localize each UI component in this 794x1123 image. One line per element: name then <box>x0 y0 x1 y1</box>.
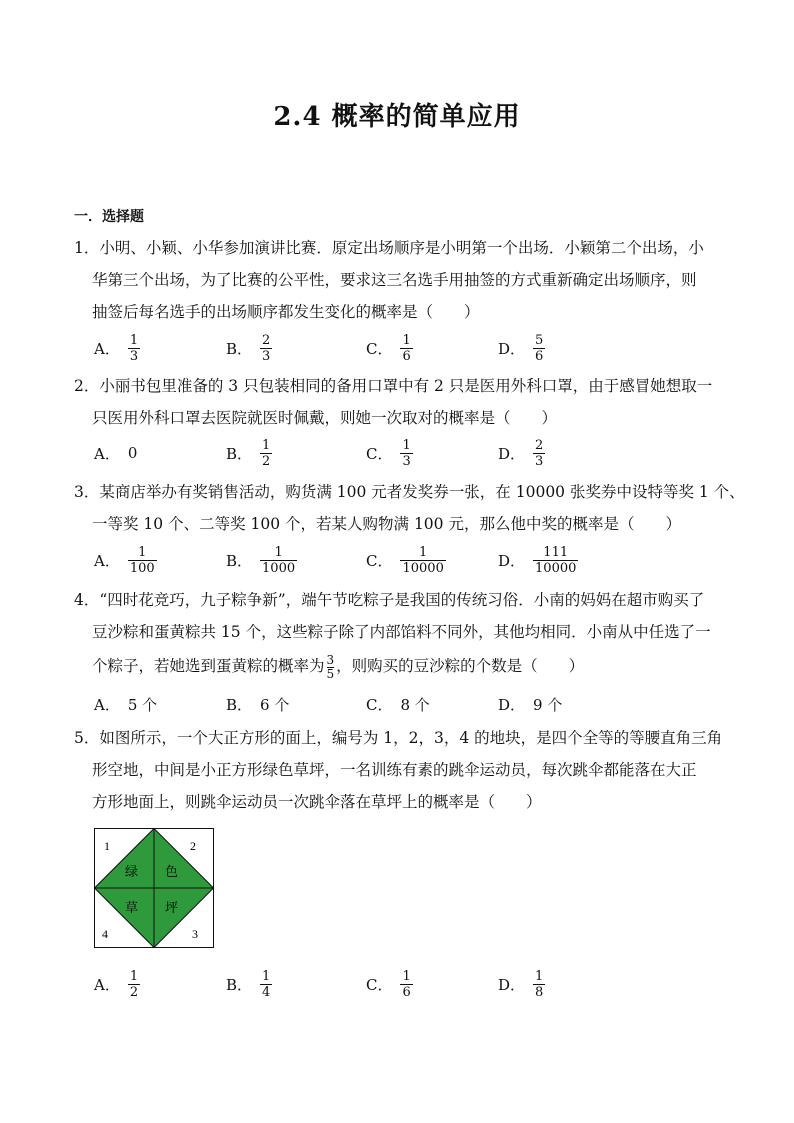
option-label: C． <box>366 444 393 463</box>
fraction <box>400 438 412 469</box>
option-label: D． <box>498 695 526 714</box>
option-value: 0 <box>127 444 138 462</box>
question-4-line-2: 豆沙粽和蛋黄粽共 15 个，这些粽子除了内部馅料不同外，其他均相同．小南从中任选了一 <box>92 623 711 641</box>
fraction <box>400 969 412 1000</box>
numerator: 1 <box>138 544 147 560</box>
option-label: A． <box>94 444 120 463</box>
denominator: 8 <box>535 984 544 1000</box>
q5-option-d[interactable] <box>498 964 545 1004</box>
numerator: 1 <box>419 544 428 560</box>
numerator: 2 <box>535 437 544 453</box>
q4-option-b[interactable] <box>226 684 289 724</box>
corner-label-4: 4 <box>102 927 108 941</box>
fraction <box>128 333 140 364</box>
option-label: C． <box>366 339 393 358</box>
q1-option-b[interactable] <box>226 328 272 368</box>
question-5-line-3: 方形地面上，则跳伞运动员一次跳伞落在草坪上的概率是（ ） <box>92 793 542 811</box>
q1-option-d[interactable] <box>498 328 545 368</box>
option-label: C． <box>366 975 393 994</box>
denominator: 6 <box>402 984 411 1000</box>
question-2 <box>74 370 726 434</box>
option-value: 8 个 <box>400 695 430 714</box>
option-label: C． <box>366 551 393 570</box>
denominator: 3 <box>402 453 411 469</box>
denominator: 2 <box>262 453 271 469</box>
numerator: 5 <box>535 332 544 348</box>
corner-label-3: 3 <box>192 927 198 941</box>
option-label: D． <box>498 339 526 358</box>
denominator: 3 <box>262 348 271 364</box>
option-label: A． <box>94 975 120 994</box>
fraction <box>533 333 545 364</box>
numerator: 1 <box>402 968 411 984</box>
question-3-line-2: 一等奖 10 个、二等奖 100 个，若某人购物满 100 元，那么他中奖的概率是（ ） <box>92 515 681 533</box>
option-label: B． <box>226 444 253 463</box>
numerator: 1 <box>129 332 139 348</box>
q3-option-d[interactable] <box>498 540 578 580</box>
question-4-options <box>94 684 714 724</box>
fraction <box>400 333 412 364</box>
fraction <box>128 545 157 576</box>
question-2-line-1: 2．小丽书包里准备的 3 只包装相同的备用口罩中有 2 只是医用外科口罩，由于感冒她想取一 <box>74 377 713 395</box>
fraction <box>400 545 445 576</box>
option-label: D． <box>498 975 526 994</box>
fraction <box>260 333 272 364</box>
fraction <box>128 969 140 1000</box>
option-label: D． <box>498 551 526 570</box>
numerator: 1 <box>262 968 271 984</box>
fraction <box>533 969 545 1000</box>
question-3-options <box>94 540 714 580</box>
q2-option-a[interactable] <box>94 433 137 473</box>
numerator: 1 <box>274 544 283 560</box>
numerator: 1 <box>402 332 411 348</box>
q4-option-c[interactable] <box>366 684 430 724</box>
option-label: D． <box>498 444 526 463</box>
section-heading: 一．选择题 <box>74 209 144 225</box>
question-1 <box>74 232 726 328</box>
question-5-options <box>94 964 714 1004</box>
option-label: B． <box>226 975 253 994</box>
denominator: 4 <box>262 984 271 1000</box>
q3-option-b[interactable] <box>226 540 297 580</box>
question-5-line-1: 5．如图所示，一个大正方形的面上，编号为 1，2，3，4 的地块，是四个全等的等腰直角三角 <box>74 729 723 747</box>
option-value: 9 个 <box>533 695 563 714</box>
denominator: 3 <box>535 453 544 469</box>
numerator: 1 <box>402 437 411 453</box>
question-5-line-2: 形空地，中间是小正方形绿色草坪，一名训练有素的跳伞运动员，每次跳伞都能落在大正 <box>92 761 697 779</box>
fraction <box>533 438 545 469</box>
denominator: 10000 <box>535 560 577 576</box>
question-2-line-2: 只医用外科口罩去医院就医时佩戴，则她一次取对的概率是（ ） <box>92 409 558 427</box>
q3-option-a[interactable] <box>94 540 157 580</box>
option-label: A． <box>94 551 120 570</box>
question-4 <box>74 584 726 684</box>
fraction <box>260 438 272 469</box>
question-1-line-1: 1．小明、小颖、小华参加演讲比赛．原定出场顺序是小明第一个出场．小颖第二个出场，小 <box>74 239 704 257</box>
numerator: 1 <box>129 968 139 984</box>
q4-option-d[interactable] <box>498 684 562 724</box>
option-label: A． <box>94 695 120 714</box>
denominator: 3 <box>129 348 139 364</box>
numerator: 1 <box>262 437 271 453</box>
numerator: 3 <box>326 652 335 667</box>
question-4-line-3-post: ，则购买的豆沙粽的个数是（ ） <box>336 657 585 675</box>
denominator: 100 <box>129 560 155 576</box>
corner-label-1: 1 <box>104 839 110 853</box>
q1-option-c[interactable] <box>366 328 413 368</box>
question-4-line-3-pre: 个粽子，若她选到蛋黄粽的概率为 <box>92 657 325 675</box>
center-label-4: 坪 <box>165 901 179 916</box>
fraction <box>260 545 297 576</box>
option-label: B． <box>226 695 253 714</box>
question-5 <box>74 722 726 818</box>
question-3 <box>74 476 745 540</box>
question-4-line-1: 4．“四时花竞巧，九子粽争新”，端午节吃粽子是我国的传统习俗．小南的妈妈在超市购买了 <box>74 591 705 609</box>
option-label: B． <box>226 551 253 570</box>
fraction <box>260 969 272 1000</box>
question-2-options <box>94 433 714 473</box>
option-value: 5 个 <box>127 695 158 714</box>
denominator: 6 <box>535 348 544 364</box>
denominator: 10000 <box>402 560 444 576</box>
question-1-line-3: 抽签后每名选手的出场顺序都发生变化的概率是（ ） <box>92 303 480 321</box>
fraction <box>533 545 578 576</box>
corner-label-2: 2 <box>190 839 196 853</box>
question-1-options <box>94 328 714 368</box>
option-label: A． <box>94 339 120 358</box>
page-title: 2.4 概率的简单应用 <box>273 102 521 132</box>
q2-option-c[interactable] <box>366 433 413 473</box>
q1-option-a[interactable] <box>94 328 140 368</box>
center-label-1: 绿 <box>125 865 139 880</box>
q3-option-c[interactable] <box>366 540 446 580</box>
q2-option-d[interactable] <box>498 433 545 473</box>
question-4-line-3 <box>74 648 726 684</box>
denominator: 2 <box>129 984 139 1000</box>
denominator: 5 <box>326 666 335 681</box>
numerator: 111 <box>543 544 569 560</box>
q5-option-b[interactable] <box>226 964 272 1004</box>
option-label: B． <box>226 339 253 358</box>
numerator: 1 <box>535 968 544 984</box>
denominator: 1000 <box>262 560 296 576</box>
inline-fraction <box>327 654 335 681</box>
denominator: 6 <box>402 348 411 364</box>
q5-option-a[interactable] <box>94 964 140 1004</box>
question-1-line-2: 华第三个出场，为了比赛的公平性，要求这三名选手用抽签的方式重新确定出场顺序，则 <box>92 271 697 289</box>
question-3-line-1: 3．某商店举办有奖销售活动，购货满 100 元者发奖券一张，在 10000 张奖券中设特等奖 1 个、 <box>74 483 745 501</box>
q4-option-a[interactable] <box>94 684 157 724</box>
q2-option-b[interactable] <box>226 433 272 473</box>
center-label-2: 色 <box>165 865 179 880</box>
q5-option-c[interactable] <box>366 964 413 1004</box>
option-value: 6 个 <box>260 695 290 714</box>
numerator: 2 <box>262 332 271 348</box>
option-label: C． <box>366 695 393 714</box>
center-label-3: 草 <box>125 901 139 916</box>
square-lawn-figure <box>94 828 214 948</box>
